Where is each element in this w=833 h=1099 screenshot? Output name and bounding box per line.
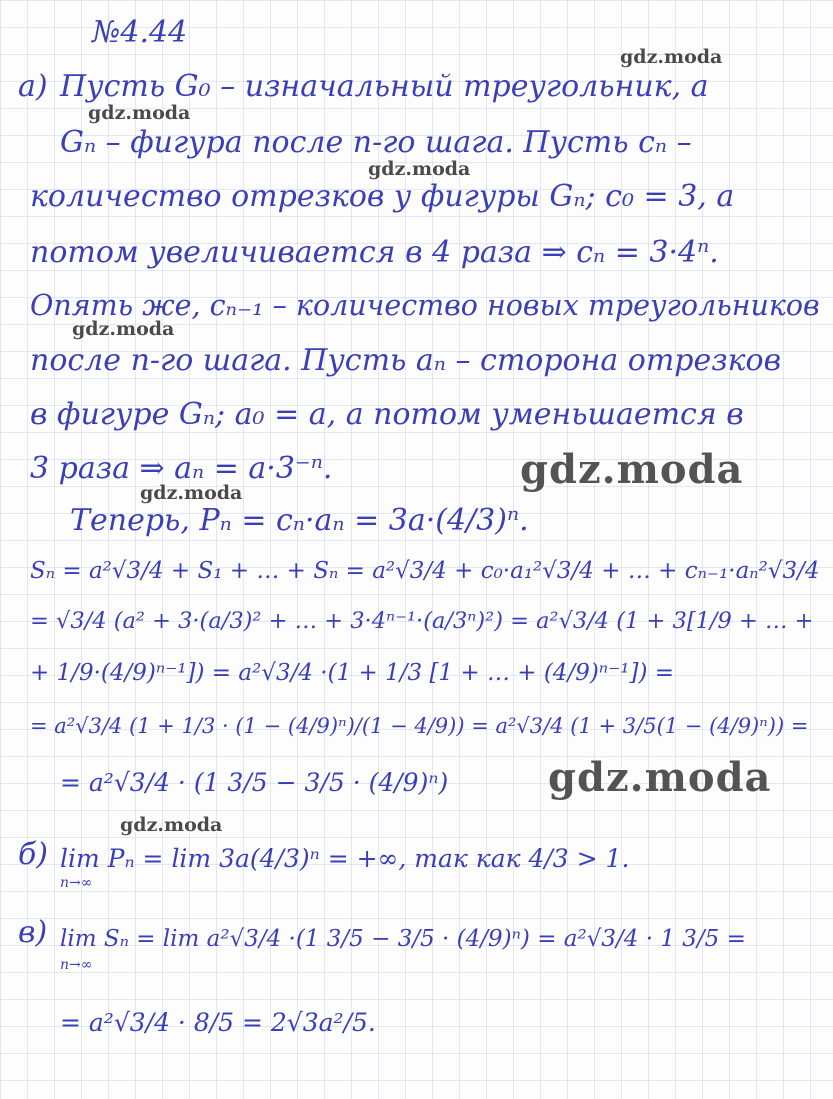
part-c-limit-sub: n→∞ (60, 957, 93, 973)
watermark: gdz.moda (548, 754, 772, 801)
part-b-label: б) (18, 837, 49, 872)
watermark: gdz.moda (72, 318, 175, 340)
area-formula-3: + 1/9·(4/9)ⁿ⁻¹]) = a²√3/4 ·(1 + 1/3 [1 + … + (4/9)ⁿ⁻¹]) = (30, 660, 675, 686)
perimeter-formula: Теперь, Pₙ = cₙ·aₙ = 3a·(4/3)ⁿ. (70, 503, 529, 538)
part-c-line-2: = a²√3/4 · 8/5 = 2√3a²/5. (60, 1008, 376, 1037)
part-a-label: а) (18, 69, 48, 104)
part-a-line-1: Пусть G₀ – изначальный треугольник, а (60, 69, 709, 104)
part-a-line-7: в фигуре Gₙ; a₀ = a, а потом уменьшается в (30, 397, 744, 432)
part-a-line-5: Опять же, cₙ₋₁ – количество новых треугольников (30, 289, 820, 322)
watermark: gdz.moda (140, 482, 243, 504)
part-a-line-4: потом увеличивается в 4 раза ⇒ cₙ = 3·4ⁿ. (30, 235, 719, 270)
part-c-line-1: lim Sₙ = lim a²√3/4 ·(1 3/5 − 3/5 · (4/9)ⁿ) = a²√3/4 · 1 3/5 = (60, 926, 746, 952)
area-formula-2: = √3/4 (a² + 3·(a/3)² + … + 3·4ⁿ⁻¹·(a/3ⁿ)²) = a²√3/4 (1 + 3[1/9 + … + (30, 608, 814, 634)
area-formula-1: Sₙ = a²√3/4 + S₁ + … + Sₙ = a²√3/4 + c₀·a₁²√3/4 + … + cₙ₋₁·aₙ²√3/4 (30, 558, 820, 584)
part-a-line-6: после n-го шага. Пусть aₙ – сторона отрезков (30, 343, 782, 378)
part-a-line-8: 3 раза ⇒ aₙ = a·3⁻ⁿ. (30, 451, 333, 486)
problem-number: №4.44 (92, 15, 188, 50)
part-a-line-2: Gₙ – фигура после n-го шага. Пусть cₙ – (60, 125, 692, 160)
part-a-line-3: количество отрезков у фигуры Gₙ; c₀ = 3, а (30, 179, 735, 214)
watermark: gdz.moda (88, 102, 191, 124)
watermark: gdz.moda (520, 446, 744, 493)
watermark: gdz.moda (368, 158, 471, 180)
area-formula-4: = a²√3/4 (1 + 1/3 · (1 − (4/9)ⁿ)/(1 − 4/9)) = a²√3/4 (1 + 3/5(1 − (4/9)ⁿ)) = (30, 714, 809, 738)
watermark: gdz.moda (620, 46, 723, 68)
watermark: gdz.moda (120, 814, 223, 836)
part-b-limit: lim Pₙ = lim 3a(4/3)ⁿ = +∞, так как 4/3 > 1. (60, 844, 630, 873)
part-c-label: в) (18, 915, 48, 950)
area-formula-5: = a²√3/4 · (1 3/5 − 3/5 · (4/9)ⁿ) (60, 768, 449, 797)
part-b-limit-sub: n→∞ (60, 875, 93, 891)
